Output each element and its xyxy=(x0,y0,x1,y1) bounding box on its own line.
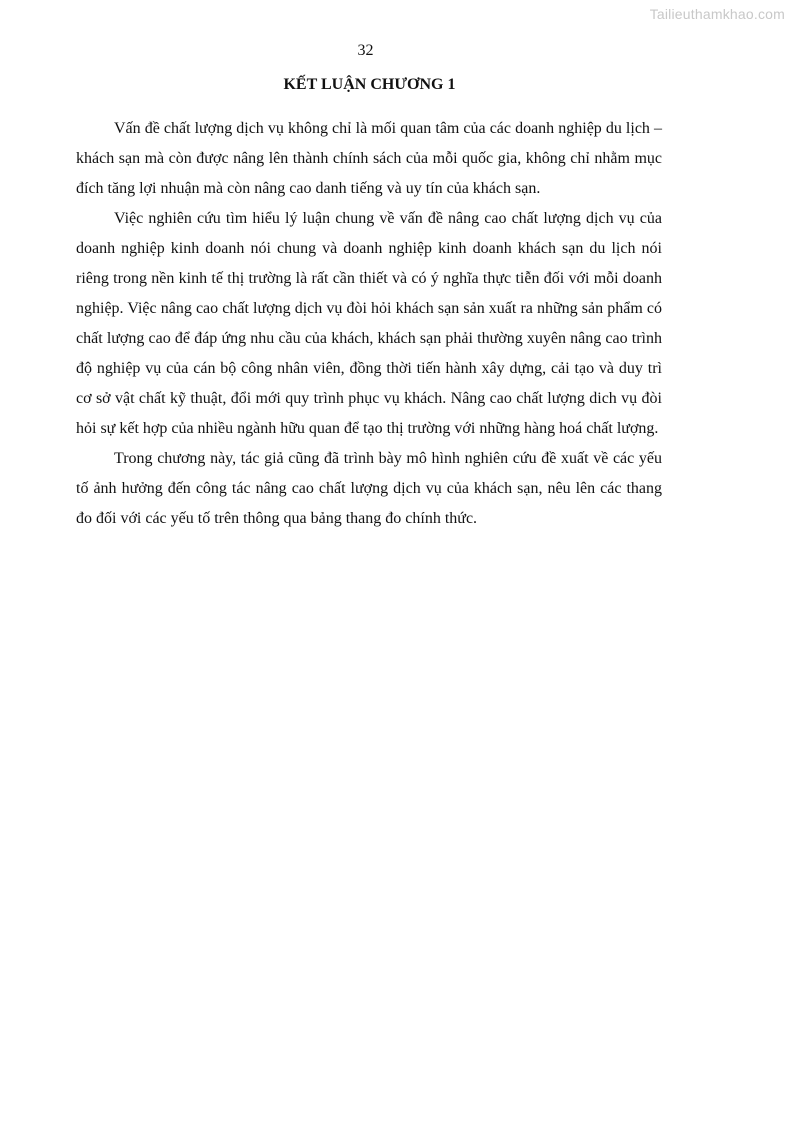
paragraph: Trong chương này, tác giả cũng đã trình bày mô hình nghiên cứu đề xuất về các yếu tố ảnh hưởng đến công tác nâng cao chất lượng dịch vụ của khách sạn, nêu lên các thang đo đối với các yếu tố trên thông qua bảng thang đo chính thức. xyxy=(76,450,662,527)
paragraph: Việc nghiên cứu tìm hiểu lý luận chung về vấn đề nâng cao chất lượng dịch vụ của doanh nghiệp kinh doanh nói chung và doanh nghiệp kinh doanh khách sạn du lịch nói riêng trong nền kinh tế thị trường là rất cần thiết và có ý nghĩa thực tiễn đối với mỗi doanh nghiệp. Việc nâng cao chất lượng dịch vụ đòi hỏi khách sạn sản xuất ra những sản phẩm có chất lượng cao để đáp ứng nhu cầu của khách, khách sạn phải thường xuyên nâng cao trình độ nghiệp vụ của cán bộ công nhân viên, đồng thời tiến hành xây dựng, cải tạo và duy trì cơ sở vật chất kỹ thuật, đổi mới quy trình phục vụ khách. Nâng cao chất lượng dich vụ đòi hỏi sự kết hợp của nhiều ngành hữu quan để tạo thị trường với những hàng hoá chất lượng. xyxy=(76,210,662,437)
paragraph: Vấn đề chất lượng dịch vụ không chỉ là mối quan tâm của các doanh nghiệp du lịch – khách sạn mà còn được nâng lên thành chính sách của mỗi quốc gia, không chỉ nhằm mục đích tăng lợi nhuận mà còn nâng cao danh tiếng và uy tín của khách sạn. xyxy=(76,120,662,197)
page-number: 32 xyxy=(357,42,374,59)
chapter-conclusion-title: KẾT LUẬN CHƯƠNG 1 xyxy=(283,76,456,93)
body-text xyxy=(76,114,662,534)
watermark: Tailieuthamkhao.com xyxy=(649,6,785,22)
